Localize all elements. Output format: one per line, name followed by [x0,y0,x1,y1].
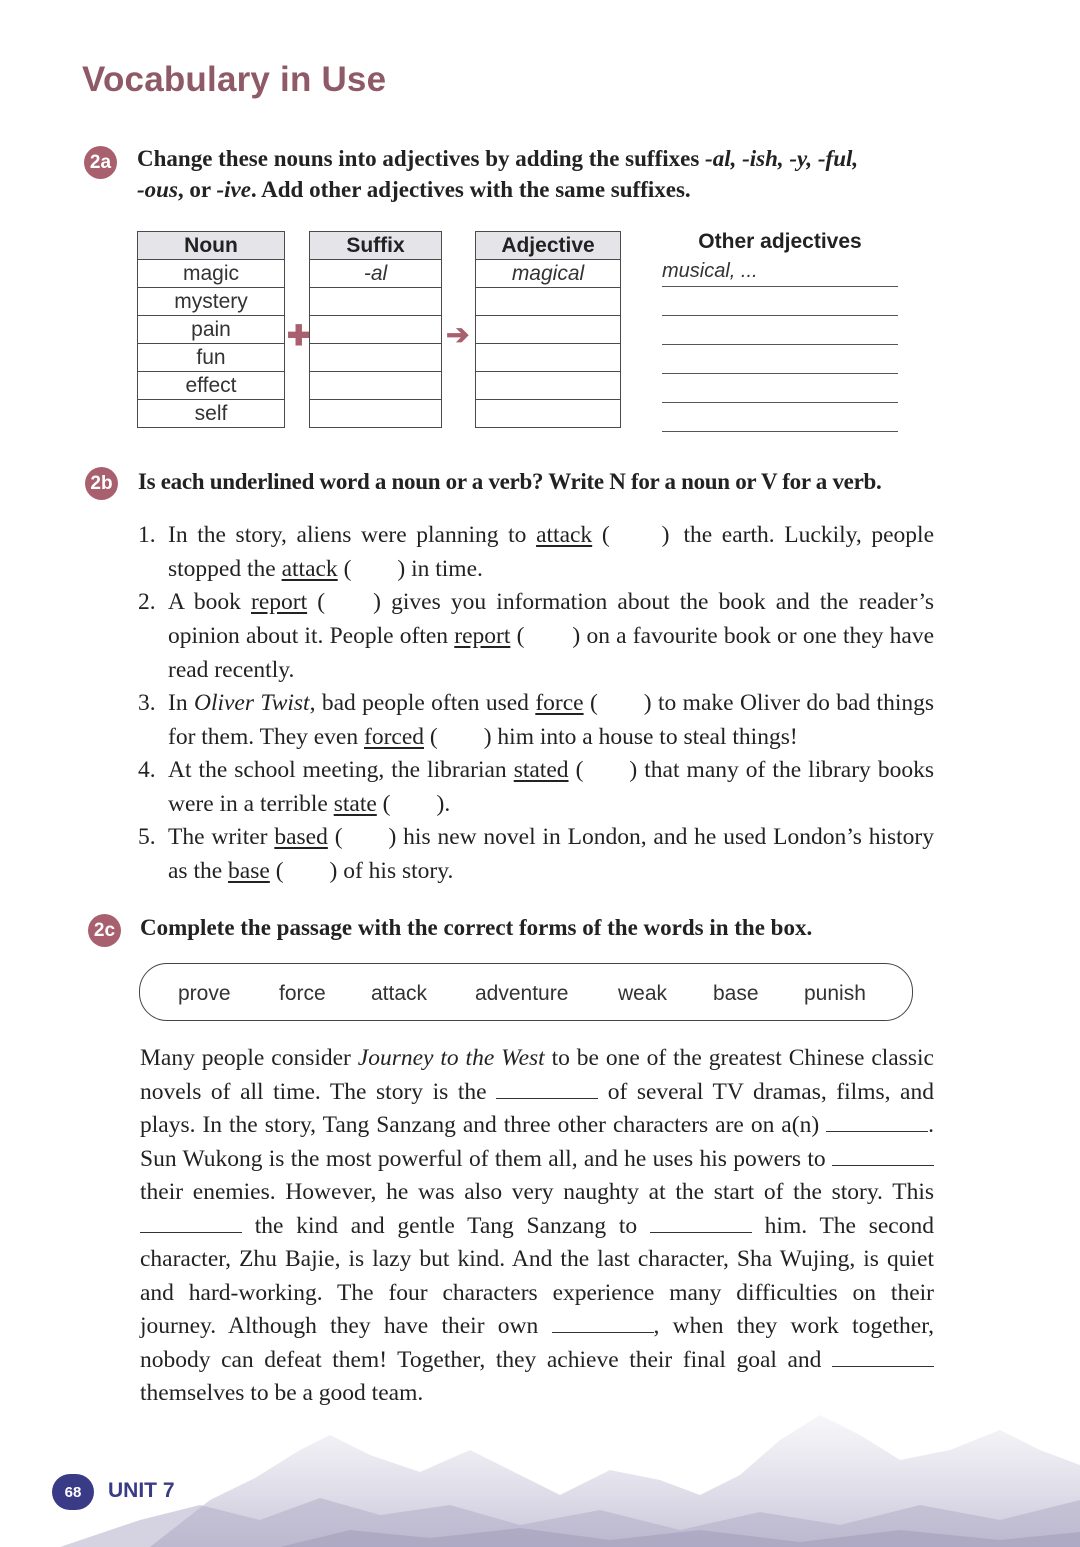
answer-blank[interactable]: ( ) [429,724,492,750]
instruction-2c: Complete the passage with the correct forms of the words in the box. [140,915,813,940]
noun-header: Noun [138,232,285,260]
suffix-table [309,231,442,428]
noun-cell: effect [138,372,285,400]
adjective-answer-cell[interactable] [476,344,621,372]
noun-table [137,231,285,428]
word-box-item: weak [618,982,668,1005]
adjective-table [475,231,621,428]
page-number-badge: 68 [52,1474,94,1510]
answer-blank[interactable]: ( ) [575,757,638,783]
instruction-2a: Change these nouns into adjectives by adding the suffixes -al, -ish, -y, -ful, -ous, or -ive. Add other adjectives with the same suffixes. [137,146,859,202]
other-adjectives-line[interactable] [662,344,898,345]
word-box [139,963,913,1021]
suffix-header: Suffix [310,232,442,260]
answer-blank[interactable]: ( ) [382,791,445,817]
other-adjectives-line[interactable] [662,373,898,374]
other-adjectives-line[interactable] [662,315,898,316]
word-box-item: attack [371,982,428,1005]
word-box-item: base [713,982,759,1005]
noun-cell: mystery [138,288,285,316]
fill-blank[interactable] [552,1312,654,1333]
section-badge-2a: 2a [84,146,117,179]
other-adjectives-example: musical, ... [662,260,758,282]
section-badge-2b: 2b [85,467,118,500]
adjective-answer-cell[interactable] [476,400,621,428]
section-badge-2c: 2c [88,914,121,947]
adjective-answer-cell[interactable] [476,288,621,316]
noun-cell: self [138,400,285,428]
suffix-answer-cell[interactable] [310,316,442,344]
answer-blank[interactable]: ( ) [589,690,652,716]
exercise-item-2: 2. A book report ( ) gives you information about the book and the reader’s opinion about it. People often report ( ) on a favourite book or one they have read recently. [138,585,934,687]
answer-blank[interactable]: ( ) [343,556,406,582]
mountain-illustration [0,1380,1080,1547]
unit-label: UNIT 7 [108,1479,175,1502]
suffix-example: -al [310,260,442,288]
other-adjectives-line[interactable] [662,431,898,432]
exercise-item-3: 3. In Oliver Twist, bad people often used force ( ) to make Oliver do bad things for them. They even forced ( ) him into a house to steal things! [138,686,934,754]
word-box-item: prove [178,982,231,1005]
exercise-item-5: 5. The writer based ( ) his new novel in London, and he used London’s history as the base ( ) of his story. [138,820,934,888]
fill-blank[interactable] [832,1346,934,1367]
noun-cell: magic [138,260,285,288]
answer-blank[interactable]: ( ) [317,589,381,615]
fill-blank[interactable] [650,1212,752,1233]
fill-blank[interactable] [826,1111,928,1132]
adjective-header: Adjective [476,232,621,260]
suffix-answer-cell[interactable] [310,400,442,428]
other-adjectives-line[interactable] [662,286,898,287]
fill-blank[interactable] [496,1078,598,1099]
exercise-item-4: 4. At the school meeting, the librarian stated ( ) that many of the library books were in a terrible state ( ). [138,753,934,821]
answer-blank[interactable]: ( ) [516,623,581,649]
word-box-item: adventure [475,982,569,1005]
instruction-2b: Is each underlined word a noun or a verb? Write N for a noun or V for a verb. [138,469,882,494]
adjective-answer-cell[interactable] [476,316,621,344]
noun-cell: fun [138,344,285,372]
other-adjectives-header: Other adjectives [698,230,862,253]
passage: Many people consider Journey to the West to be one of the greatest Chinese classic novels of all time. The story is the of several TV dramas, films, and plays. In the story, Tang Sanzang and three other characters are on a(n) . Sun Wukong is the most powerful of them all, and he uses his powers to their enemies. However, he was also very naughty at the start of the story. This the kind and gentle Tang Sanzang to him. The second character, Zhu Bajie, is lazy but kind. And the last character, Sha Wujing, is quiet and hard-working. The four characters experience many difficulties on their journey. Although they have their own , when they work together, nobody can defeat them! Together, they achieve their final goal and themselves to be a good team. [140,1045,934,1406]
fill-blank[interactable] [140,1212,242,1233]
adjective-answer-cell[interactable] [476,372,621,400]
suffix-answer-cell[interactable] [310,344,442,372]
answer-blank[interactable]: ( ) [334,824,397,850]
suffix-answer-cell[interactable] [310,288,442,316]
suffix-answer-cell[interactable] [310,372,442,400]
page-title: Vocabulary in Use [82,60,387,99]
plus-icon: ✚ [287,320,311,351]
word-box-item: force [279,982,326,1005]
exercise-item-1: 1. In the story, aliens were planning to attack ( ) the earth. Luckily, people stopped the attack ( ) in time. [138,518,934,586]
word-box-item: punish [804,982,866,1005]
answer-blank[interactable]: ( ) [601,522,670,548]
answer-blank[interactable]: ( ) [275,858,338,884]
noun-cell: pain [138,316,285,344]
other-adjectives-line[interactable] [662,402,898,403]
fill-blank[interactable] [832,1145,934,1166]
arrow-right-icon: ➔ [446,319,470,350]
adjective-example: magical [476,260,621,288]
